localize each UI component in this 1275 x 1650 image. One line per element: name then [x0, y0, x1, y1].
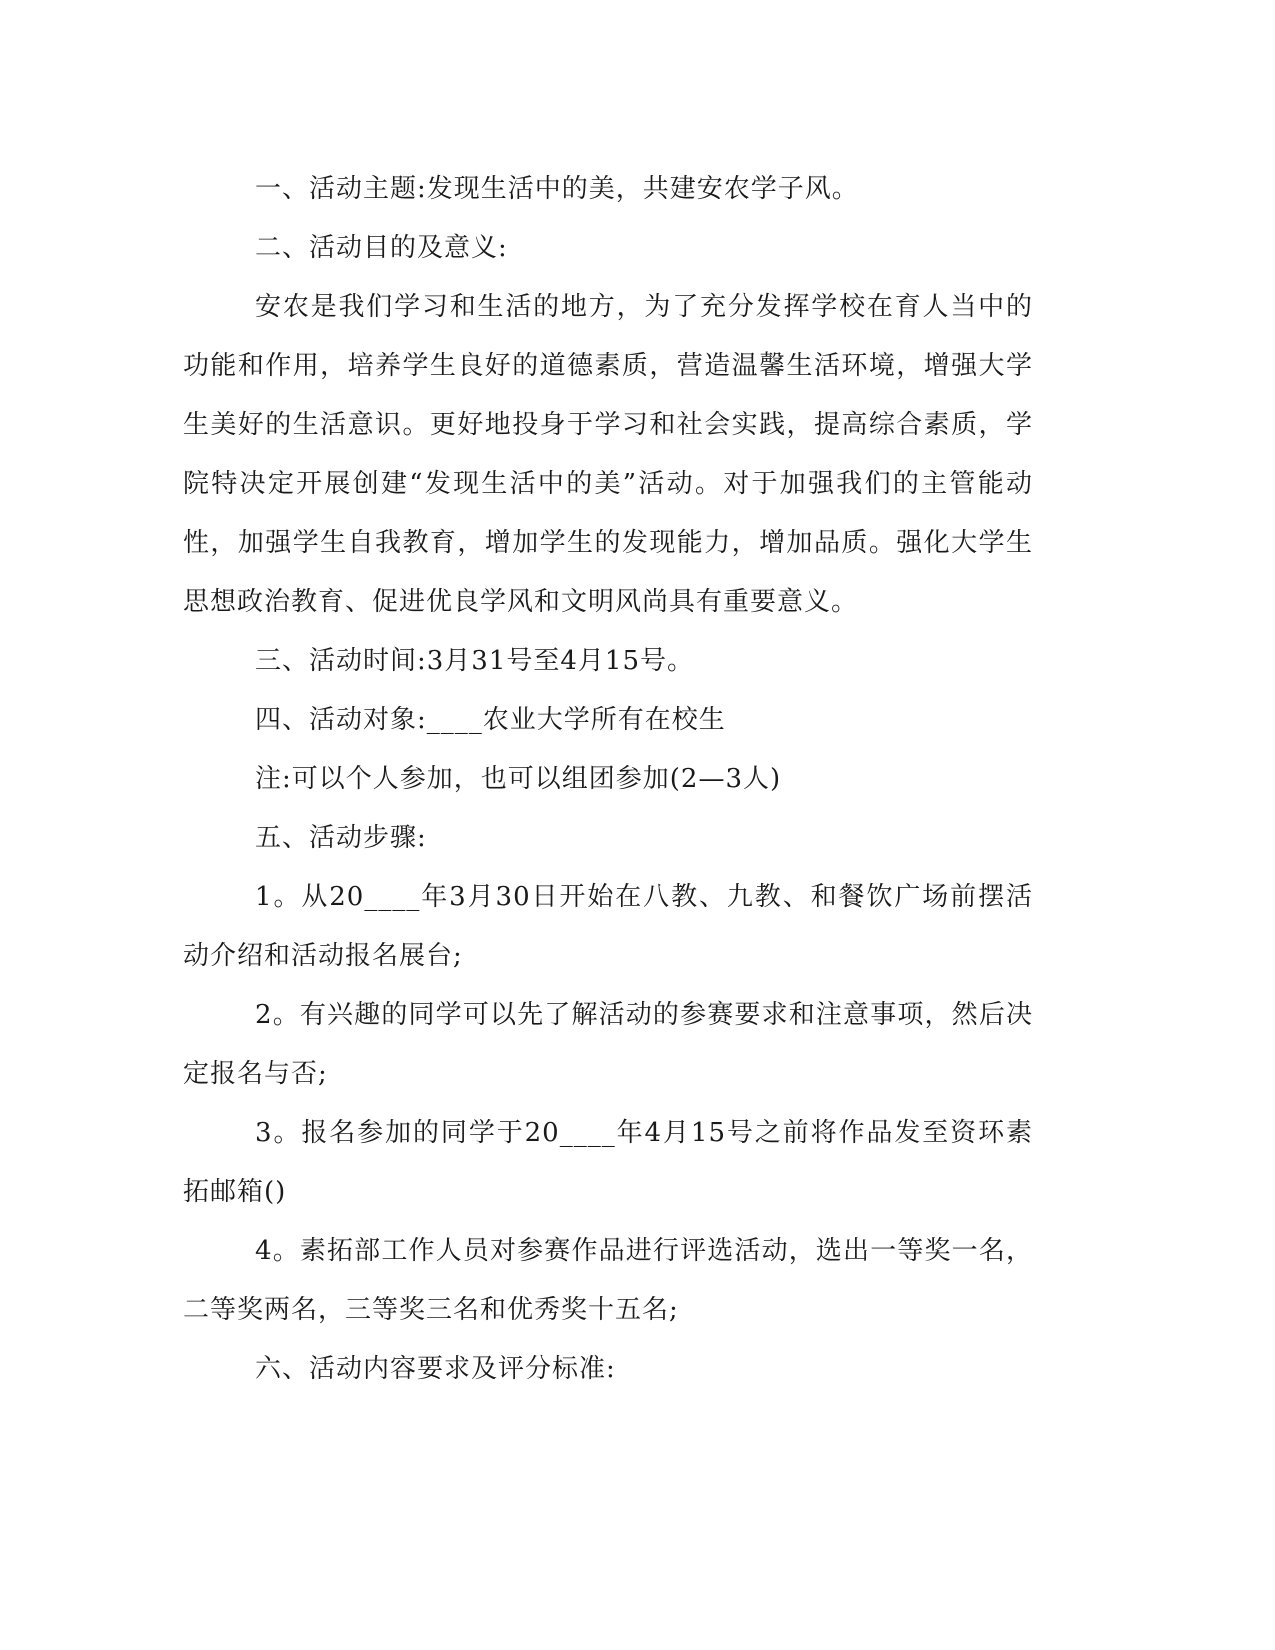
- section-purpose-heading: 二、活动目的及意义:: [255, 233, 508, 263]
- section-time: 三、活动时间:3月31号至4月15号。: [255, 646, 695, 676]
- section-theme: 一、活动主题:发现生活中的美，共建安农学子风。: [255, 174, 859, 204]
- section-criteria-heading: 六、活动内容要求及评分标准:: [255, 1354, 616, 1384]
- section-steps-heading: 五、活动步骤:: [255, 823, 427, 853]
- step-4: 4。素拓部工作人员对参赛作品进行评选活动，选出一等奖一名，二等奖两名，三等奖三名和优秀奖十五名;: [183, 1236, 1033, 1325]
- purpose-paragraph: 安农是我们学习和生活的地方，为了充分发挥学校在育人当中的功能和作用，培养学生良好的道德素质，营造温馨生活环境，增强大学生美好的生活意识。更好地投身于学习和社会实践，提高综合素质，学院特决定开展创建“发现生活中的美”活动。对于加强我们的主管能动性，加强学生自我教育，增加学生的发现能力，增加品质。强化大学生思想政治教育、促进优良学风和文明风尚具有重要意义。: [183, 292, 1033, 617]
- step-2: 2。有兴趣的同学可以先了解活动的参赛要求和注意事项，然后决定报名与否;: [183, 1000, 1033, 1089]
- step-1: 1。从20____年3月30日开始在八教、九教、和餐饮广场前摆活动介绍和活动报名展台;: [183, 882, 1033, 971]
- participation-note: 注:可以个人参加，也可以组团参加(2—3人): [255, 764, 782, 794]
- section-target: 四、活动对象:____农业大学所有在校生: [255, 705, 726, 735]
- document-body: [183, 160, 1033, 1399]
- step-3: 3。报名参加的同学于20____年4月15号之前将作品发至资环素拓邮箱(): [183, 1118, 1033, 1207]
